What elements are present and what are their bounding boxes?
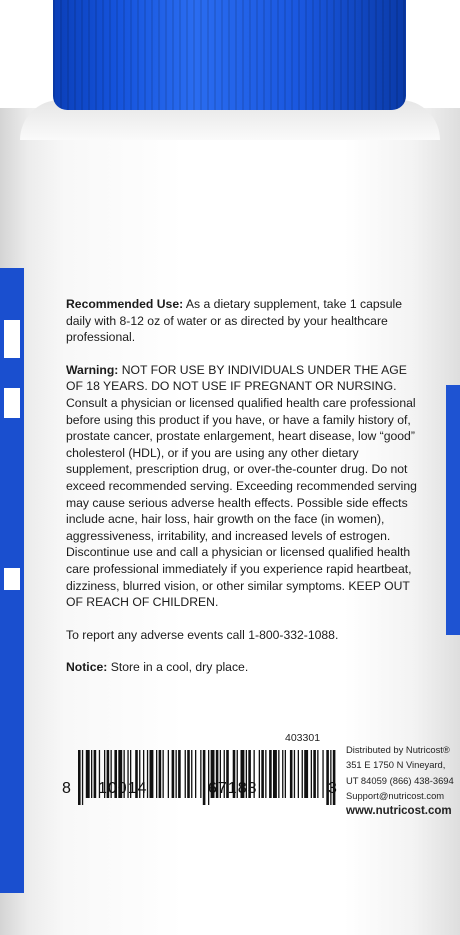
- notice-text: Store in a cool, dry place.: [110, 660, 249, 675]
- warning-heading: Warning:: [66, 362, 119, 377]
- barcode-bar: [187, 750, 190, 798]
- barcode-bar: [191, 750, 192, 798]
- barcode-digit-check: 3: [328, 780, 338, 797]
- barcode-bar: [317, 750, 318, 798]
- barcode-bar: [269, 750, 272, 798]
- barcode-bar: [86, 750, 90, 798]
- barcode-digits-right: 67183: [208, 780, 258, 797]
- barcode-bar: [185, 750, 186, 798]
- label-right-accent-strip: [446, 385, 460, 635]
- barcode-bar: [259, 750, 260, 798]
- barcode-bar: [91, 750, 92, 798]
- barcode-digit-prefix: 8: [62, 780, 72, 797]
- bottle-cap: [53, 0, 406, 110]
- label-text-block: [66, 296, 426, 692]
- barcode-bar: [94, 750, 97, 798]
- barcode-bar: [298, 750, 299, 798]
- recommended-use-text: As a dietary supplement, take 1 capsule daily with 8-12 oz of water or as directed by your healthcare professional.: [66, 297, 403, 345]
- distributor-address-line: UT 84059 (866) 438-3694: [346, 774, 454, 786]
- notice-heading: Notice:: [66, 660, 108, 675]
- distributor-email: Support@nutricost.com: [346, 790, 445, 802]
- barcode-bar: [178, 750, 181, 798]
- barcode-bar: [78, 750, 81, 805]
- recommended-use-heading: Recommended Use:: [66, 297, 184, 311]
- barcode-bar: [273, 750, 277, 798]
- adverse-events-text: To report any adverse events call 1-800-332-1088.: [66, 627, 339, 642]
- barcode-bar: [313, 750, 316, 798]
- barcode-bar: [172, 750, 175, 798]
- distributor-line: Distributed by Nutricost®: [346, 744, 450, 755]
- band-notch: [4, 568, 20, 590]
- cap-ridges: [53, 0, 406, 110]
- band-notch: [4, 320, 20, 358]
- warning-paragraph: [66, 362, 426, 611]
- distributor-info: [346, 742, 454, 819]
- barcode-bar: [278, 750, 279, 798]
- barcode-bar: [261, 750, 264, 798]
- recommended-use-paragraph: [66, 296, 426, 346]
- barcode-bar: [200, 750, 201, 798]
- barcode-bar: [265, 750, 266, 798]
- barcode-digits-left: 10014: [98, 780, 148, 797]
- barcode-bar: [311, 750, 312, 798]
- barcode-bar: [294, 750, 295, 798]
- distributor-address-line: 351 E 1750 N Vineyard,: [346, 759, 446, 771]
- barcode-bar: [302, 750, 303, 798]
- barcode-bar: [159, 750, 162, 798]
- barcode-bar: [82, 750, 83, 805]
- barcode-bar: [156, 750, 157, 798]
- label-left-accent-band: [0, 268, 24, 893]
- barcode-bar: [150, 750, 154, 798]
- barcode-bar: [203, 750, 206, 805]
- lot-number: 403301: [285, 732, 321, 744]
- band-notch: [4, 388, 20, 418]
- notice-paragraph: [66, 659, 426, 676]
- barcode-bar: [176, 750, 177, 798]
- barcode-bar: [168, 750, 169, 798]
- barcode-bar: [282, 750, 283, 798]
- distributor-url: www.nutricost.com: [346, 804, 452, 817]
- barcode-bar: [322, 750, 323, 798]
- barcode-bar: [195, 750, 196, 798]
- barcode-bar: [290, 750, 293, 798]
- barcode-bar: [304, 750, 308, 798]
- barcode-bar: [285, 750, 286, 798]
- barcode-bar: [163, 750, 164, 798]
- warning-text: NOT FOR USE BY INDIVIDUALS UNDER THE AGE OF 18 YEARS. DO NOT USE IF PREGNANT OR NURSING. Consult a physician or licensed qualified health care professional before using this product if you have, or have a family history of, prostate cancer, prostate enlargement, heart disease, low “good” cholesterol (HDL), or if you are using any other dietary supplement, prescription drug, or over-the-counter drug. Do not exceed recommended serving. Exceeding recommended serving may cause serious adverse health effects. Possible side effects include acne, hair loss, hair growth on the face (in women), aggressiveness, irritability, and increased levels of estrogen. Discontinue use and call a physician or licensed qualified health care professional immediately if you experience rapid heartbeat, dizziness, blurred vision, or other similar symptoms. KEEP OUT OF REACH OF CHILDREN.: [66, 362, 417, 610]
